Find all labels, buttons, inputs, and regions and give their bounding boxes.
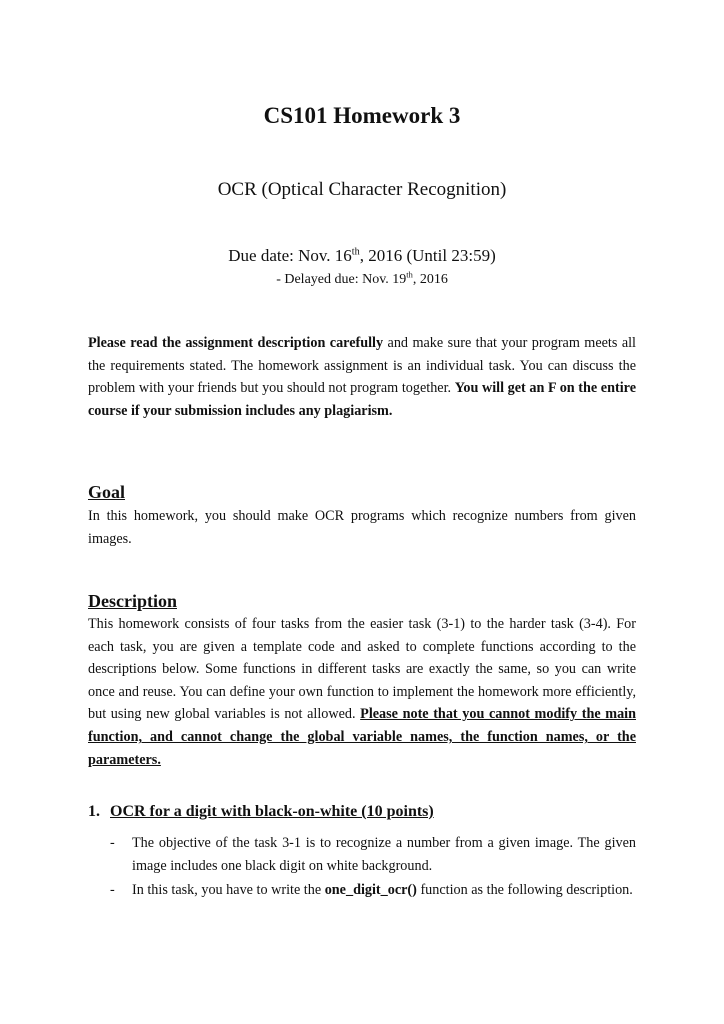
delayed-sup: th [406, 270, 413, 280]
goal-heading: Goal [88, 482, 126, 502]
task1-bullet-2-suffix: function as the following description. [416, 882, 633, 898]
plagiarism-warning: You will get an F on the entire course if your submission includes any plagiarism. [88, 380, 637, 419]
description-paragraph [88, 613, 636, 771]
due-date-suffix: , 2016 (Until 23:59) [359, 246, 496, 265]
page-subtitle: OCR (Optical Character Recognition) [217, 179, 507, 200]
delayed-due-date [0, 272, 724, 288]
due-date-sup: th [351, 246, 360, 258]
task1-bullet-1-text: The objective of the task 3-1 is to recognize a number from a given image. The given image includes one black digit on white background. [132, 835, 636, 874]
task1-bullet-2 [110, 879, 636, 902]
bullet-dash: - [110, 882, 115, 898]
goal-paragraph: In this homework, you should make OCR programs which recognize numbers from given images. [88, 508, 636, 547]
description-note: Please note that you cannot modify the main function, and cannot change the global variable names, the function names, or the parameters. [88, 706, 637, 768]
bullet-dash: - [110, 835, 115, 851]
page-title: CS101 Homework 3 [263, 103, 461, 128]
task1-heading [88, 803, 434, 821]
delayed-prefix: - Delayed due: Nov. 19 [276, 272, 407, 287]
task1-bullet-1 [110, 832, 636, 877]
description-text: This homework consists of four tasks from the easier task (3-1) to the harder task (3-4). For each task, you are given a template code and asked to complete functions according to the descriptions below. Some functions in different tasks are exactly the same, so you can write once and reuse. You can define your own function to implement the homework more efficiently, but using new global variables is not allowed. [88, 616, 636, 723]
task1-title: OCR for a digit with black-on-white (10 points) [110, 803, 434, 820]
due-date-prefix: Due date: Nov. 16 [228, 246, 352, 265]
description-heading: Description [88, 591, 177, 611]
task1-bullet-2-prefix: In this task, you have to write the [132, 882, 325, 898]
intro-bold-lead: Please read the assignment description carefully [88, 335, 384, 351]
delayed-suffix: , 2016 [412, 272, 448, 287]
due-date [0, 246, 724, 266]
intro-paragraph [88, 332, 636, 422]
intro-text: and make sure that your program meets all the requirements stated. The homework assignment is an individual task. You can discuss the problem with your friends but you should not program together. [88, 335, 637, 397]
task1-function-name: one_digit_ocr() [324, 882, 417, 898]
task1-number: 1. [88, 803, 100, 820]
